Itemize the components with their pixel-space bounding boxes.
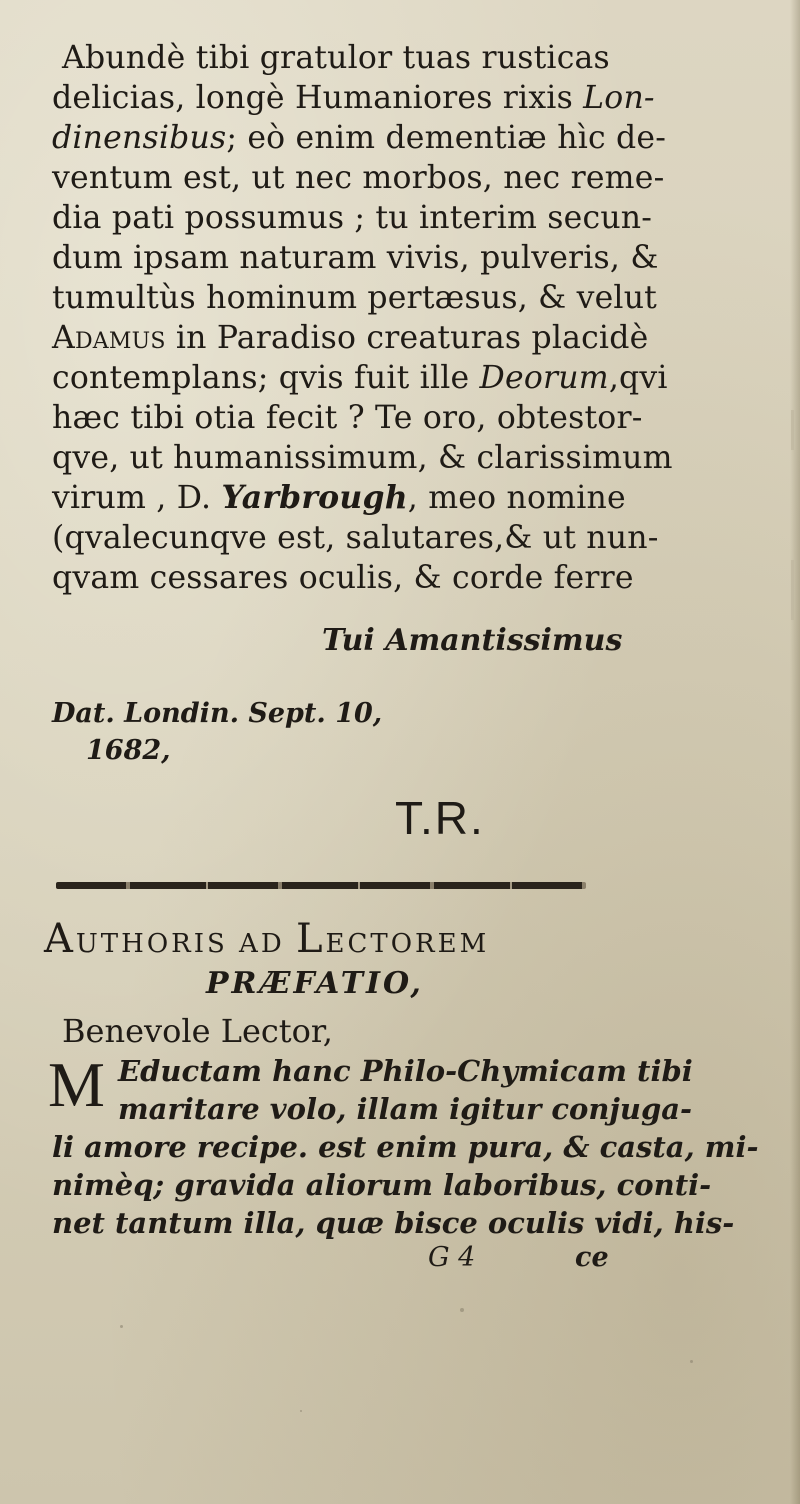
- letter-line: hæc tibi otia fecit ? Te oro, obtestor-: [52, 400, 643, 436]
- signature-mark: G 4: [428, 1242, 476, 1273]
- page-edge-shadow: [790, 0, 800, 1504]
- preface-line: nimèq; gravida aliorum laboribus, conti-: [52, 1168, 712, 1202]
- section-divider: [56, 882, 586, 889]
- letter-line: dinensibus; eò enim dementiæ hìc de-: [52, 120, 667, 156]
- letter-line: Adamus in Paradiso creaturas placidè: [52, 320, 649, 356]
- drop-cap-letter: M: [48, 1049, 105, 1120]
- preface-line: net tantum illa, quæ bisce oculis vidi, his-: [52, 1206, 735, 1240]
- preface-heading: AUTHORIS AD LECTOREM: [44, 916, 490, 962]
- preface-line: li amore recipe. est enim pura, & casta, mi-: [52, 1130, 759, 1164]
- catchword: ce: [575, 1242, 609, 1273]
- preface-line: maritare volo, illam igitur conjuga-: [118, 1092, 693, 1126]
- letter-line: tumultùs hominum pertæsus, & velut: [52, 280, 658, 316]
- paper-speck: [690, 1360, 693, 1363]
- page-edge-mark: [791, 560, 794, 620]
- letter-line: delicias, longè Humaniores rixis Lon-: [52, 80, 655, 116]
- letter-line: dia pati possumus ; tu interim secun-: [52, 200, 653, 236]
- paper-speck: [300, 1410, 302, 1412]
- letter-line: Abundè tibi gratulor tuas rusticas: [62, 40, 610, 76]
- paper-speck: [460, 1308, 464, 1312]
- letter-line: dum ipsam naturam vivis, pulveris, &: [52, 240, 659, 276]
- letter-signoff: Tui Amantissimus: [322, 623, 623, 658]
- preface-line: Eductam hanc Philo-Chymicam tibi: [118, 1054, 693, 1088]
- preface-subheading: PRÆFATIO,: [206, 966, 424, 1001]
- letter-line: (qvalecunqve est, salutares,& ut nun-: [52, 520, 659, 556]
- preface-salutation: Benevole Lector,: [62, 1012, 333, 1050]
- letter-year: 1682,: [86, 735, 171, 766]
- letter-line: virum , D. Yarbrough, meo nomine: [52, 479, 626, 516]
- letter-line: qvam cessares oculis, & corde ferre: [52, 560, 634, 596]
- letter-date: Dat. Londin. Sept. 10,: [52, 698, 383, 729]
- page-edge-mark: [791, 410, 794, 450]
- letter-initials: T.R.: [395, 792, 485, 844]
- letter-line: qve, ut humanissimum, & clarissimum: [52, 440, 673, 476]
- paper-speck: [120, 1325, 123, 1328]
- letter-line: ventum est, ut nec morbos, nec reme-: [52, 160, 665, 196]
- letter-line: contemplans; qvis fuit ille Deorum,qvi: [52, 360, 668, 396]
